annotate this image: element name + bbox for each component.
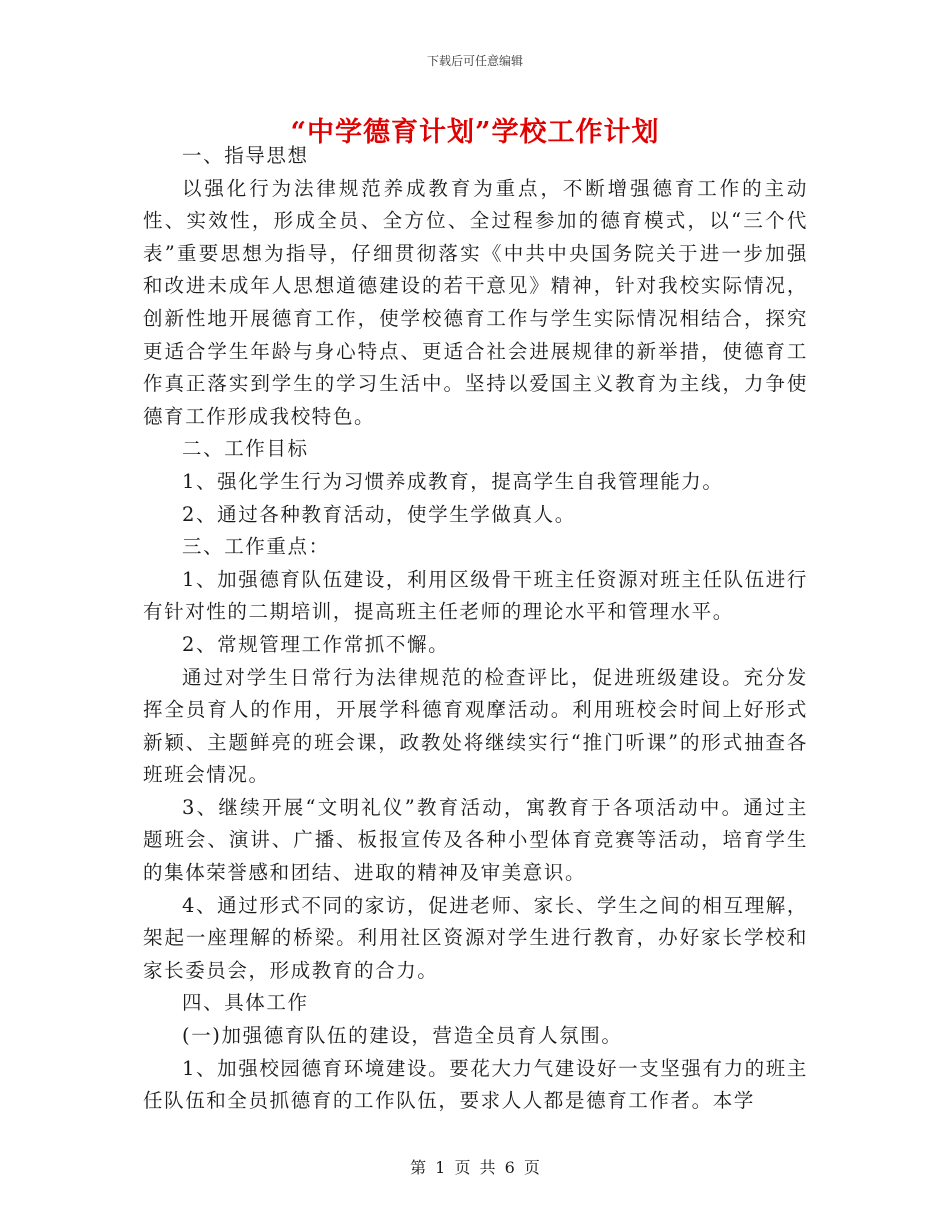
- document-body: [143, 140, 808, 1118]
- paragraph-focus-3: 3、继续开展“文明礼仪”教育活动，寓教育于各项活动中。通过主题班会、演讲、广播、板报宣传及各种小型体育竞赛等活动，培育学生的集体荣誉感和团结、进取的精神及审美意识。: [143, 795, 808, 885]
- paragraph-focus-1: 1、加强德育队伍建设，利用区级骨干班主任资源对班主任队伍进行有针对性的二期培训，提高班主任老师的理论水平和管理水平。: [143, 567, 808, 624]
- section-heading-specific-work: 四、具体工作: [182, 991, 309, 1015]
- paragraph-specific-1: 1、加强校园德育环境建设。要花大力气建设好一支坚强有力的班主任队伍和全员抓德育的工作队伍，要求人人都是德育工作者。本学: [143, 1056, 808, 1113]
- paragraph-focus-2-detail: 通过对学生日常行为法律规范的检查评比，促进班级建设。充分发挥全员育人的作用，开展学科德育观摩活动。利用班校会时间上好形式新颖、主题鲜亮的班会课，政教处将继续实行“推门听课”的形式抽查各班班会情况。: [143, 665, 808, 787]
- header-note: 下载后可任意编辑: [426, 54, 523, 68]
- paragraph-specific-subheading: (一)加强德育队伍的建设，营造全员育人氛围。: [182, 1024, 623, 1048]
- paragraph-focus-4: 4、通过形式不同的家访，促进老师、家长、学生之间的相互理解，架起一座理解的桥梁。利用社区资源对学生进行教育，办好家长学校和家长委员会，形成教育的合力。: [143, 893, 808, 982]
- section-heading-work-goals: 二、工作目标: [182, 437, 309, 461]
- section-heading-work-focus: 三、工作重点：: [182, 535, 330, 559]
- paragraph-focus-2: 2、常规管理工作常抓不懈。: [182, 632, 450, 656]
- paragraph-goal-1: 1、强化学生行为习惯养成教育，提高学生自我管理能力。: [182, 469, 724, 493]
- page-number-footer: 第 1 页 共 6 页: [410, 1158, 540, 1177]
- document-title: “中学德育计划”学校工作计划: [290, 117, 660, 148]
- paragraph-guiding-thought: 以强化行为法律规范养成教育为重点，不断增强德育工作的主动性、实效性，形成全员、全方位、全过程参加的德育模式，以“三个代表”重要思想为指导，仔细贯彻落实《中共中央国务院关于进一步加强和改进未成年人思想道德建设的若干意见》精神，针对我校实际情况，创新性地开展德育工作，使学校德育工作与学生实际情况相结合，探究更适合学生年龄与身心特点、更适合社会进展规律的新举措，使德育工作真正落实到学生的学习生活中。坚持以爱国主义教育为主线，力争使德育工作形成我校特色。: [143, 176, 808, 428]
- paragraph-goal-2: 2、通过各种教育活动，使学生学做真人。: [182, 502, 576, 526]
- section-heading-guiding-thought: 一、指导思想: [182, 144, 309, 167]
